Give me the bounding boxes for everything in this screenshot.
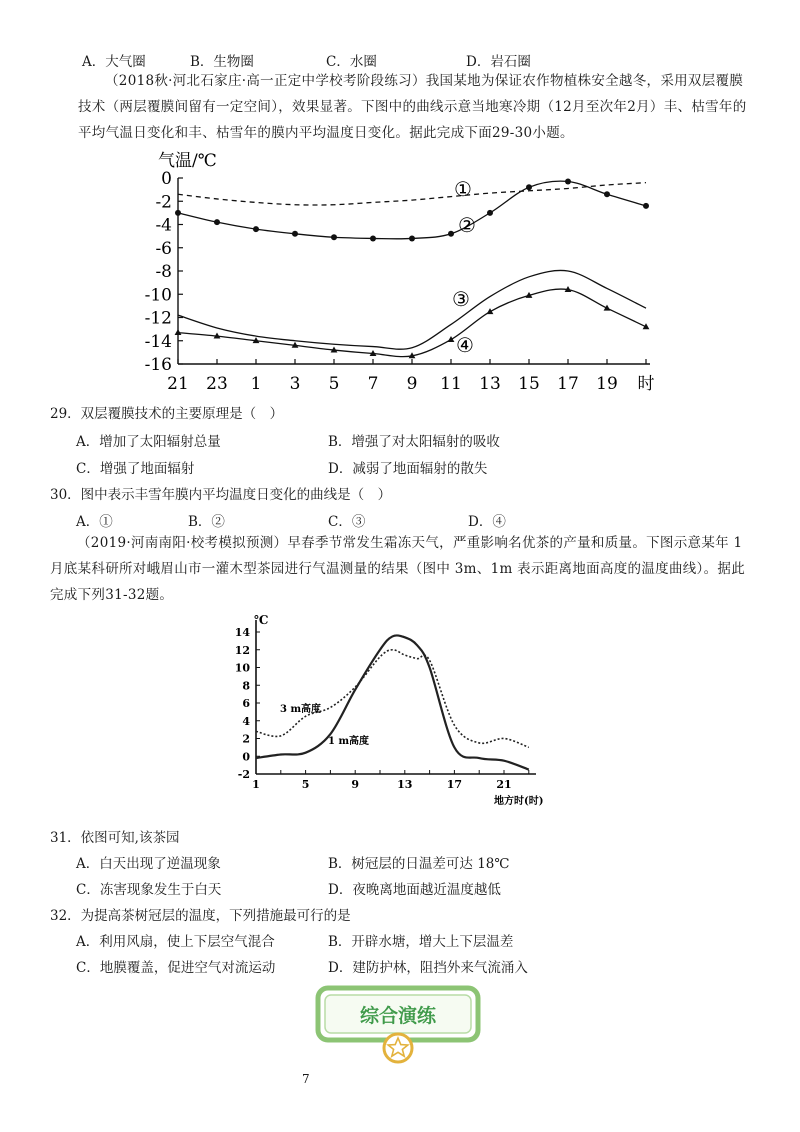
- q30-stem: 30．图中表示丰雪年膜内平均温度日变化的曲线是（ ）: [50, 487, 392, 503]
- chart1-point-2: [448, 231, 454, 237]
- curve-label-1: ①: [454, 177, 472, 201]
- chart2-ytick-label: 6: [242, 697, 250, 710]
- q31-option-c: C．冻害现象发生于白天: [76, 882, 222, 898]
- chart2-ytick-label: 4: [242, 714, 250, 728]
- chart-tea-garden-temperature: [228, 612, 558, 812]
- q32-option-d: D．建防护林，阻挡外来气流涌入: [328, 960, 528, 976]
- chart1-point-2: [370, 235, 376, 241]
- chart1-series-line-2: [178, 181, 646, 239]
- label-3m-height: 3 m高度: [280, 704, 322, 715]
- curve-label-3: ③: [452, 287, 470, 311]
- chart-temperature-film: [144, 148, 670, 394]
- chart1-xtick-label: 17: [557, 374, 579, 394]
- label-1m-height: 1 m高度: [328, 736, 370, 747]
- chart1-point-4: [175, 329, 182, 335]
- chart1-ytick-label: -14: [144, 331, 172, 352]
- q30-option-a: A．①: [76, 514, 113, 530]
- chart2-series-3m: [256, 650, 529, 748]
- chart1-ytick-label: -10: [144, 285, 172, 306]
- q29-option-b: B．增强了对太阳辐射的吸收: [328, 434, 500, 450]
- chart1-xtick-label: 3: [289, 374, 301, 394]
- chart1-xtick-label: 19: [596, 374, 618, 394]
- chart1-xtick-label: 时: [637, 374, 655, 394]
- chart2-xtick-label: 9: [351, 778, 360, 791]
- q32-option-b: B．开辟水塘，增大上下层温差: [328, 934, 514, 950]
- chart2-ytick-label: 14: [234, 626, 250, 639]
- chart2-ytick-label: 2: [242, 732, 250, 746]
- intro-paragraph-31-32: （2019·河南南阳·校考模拟预测）早春季节常发生霜冻天气，严重影响名优茶的产量和质量。下图示意某年 1月底某科研所对峨眉山市一灌木型茶园进行气温测量的结果（图中 3m、1m 表示距离地面高度的温度曲线）。据此完成下列31-32题。: [50, 535, 746, 603]
- chart1-xtick-label: 7: [367, 374, 379, 394]
- section-badge: [314, 984, 486, 1066]
- q29-option-d: D．减弱了地面辐射的散失: [328, 461, 488, 477]
- chart1-point-2: [409, 235, 415, 241]
- chart1-ytick-label: -8: [155, 262, 172, 282]
- chart1-point-2: [292, 231, 298, 237]
- q28-option-b: B．生物圈: [190, 54, 254, 70]
- chart2-xlabel: 地方时(时): [494, 796, 544, 807]
- chart1-ytick-label: 0: [161, 169, 172, 189]
- chart1-ytick-label: -2: [155, 192, 172, 213]
- chart2-ytick-label: 0: [242, 750, 250, 764]
- chart1-xtick-label: 5: [328, 374, 340, 394]
- chart1-ytick-label: -4: [155, 215, 172, 236]
- intro-paragraph-29-30: （2018秋·河北石家庄·高一正定中学校考阶段练习）我国某地为保证农作物植株安全越冬，采用双层覆膜技术（两层覆膜间留有一定空间），效果显著。下图中的曲线示意当地寒冷期（12月至次年2月）丰、枯雪年的平均气温日变化和丰、枯雪年的膜内平均温度日变化。据此完成下面29-30小题。: [78, 73, 747, 141]
- q28-option-a: A．大气圈: [82, 54, 146, 70]
- chart1-point-2: [253, 226, 259, 232]
- chart2-xtick-label: 5: [301, 778, 310, 791]
- chart2-ytick-label: 12: [234, 643, 250, 657]
- chart2-xtick-label: 1: [252, 778, 260, 791]
- chart2-series-1m: [256, 635, 529, 769]
- chart1-xtick-label: 23: [206, 374, 228, 394]
- chart1-series-line-4: [178, 289, 646, 357]
- q32-option-c: C．地膜覆盖，促进空气对流运动: [76, 960, 276, 976]
- chart1-series-line-1: [178, 183, 646, 205]
- chart1-xtick-label: 9: [406, 374, 418, 394]
- q29-option-a: A．增加了太阳辐射总量: [76, 434, 221, 450]
- chart1-xtick-label: 11: [440, 374, 462, 394]
- chart1-point-2: [214, 219, 220, 225]
- curve-label-2: ②: [458, 213, 476, 237]
- chart1-ytick-label: -12: [144, 308, 172, 329]
- chart1-point-2: [487, 210, 493, 216]
- chart1-xtick-label: 13: [479, 374, 501, 394]
- q29-option-c: C．增强了地面辐射: [76, 461, 195, 477]
- chart1-point-4: [448, 336, 455, 342]
- chart1-point-2: [604, 191, 610, 197]
- chart2-ytick-label: -2: [237, 768, 250, 781]
- chart1-point-2: [565, 178, 571, 184]
- page-number: 7: [302, 1072, 310, 1086]
- chart1-point-2: [175, 210, 181, 216]
- chart2-ytick-label: 8: [242, 679, 250, 693]
- q30-option-b: B．②: [188, 514, 225, 530]
- q29-stem: 29．双层覆膜技术的主要原理是（ ）: [50, 406, 284, 422]
- chart1-ylabel: 气温/℃: [158, 151, 217, 171]
- chart2-ytick-label: 10: [234, 661, 250, 675]
- curve-label-4: ④: [456, 333, 474, 357]
- q31-option-d: D．夜晚离地面越近温度越低: [328, 882, 501, 898]
- q30-option-c: C．③: [328, 514, 366, 530]
- chart1-point-2: [643, 203, 649, 209]
- q28-option-c: C．水圈: [326, 54, 377, 70]
- chart1-point-2: [526, 184, 532, 190]
- q31-option-a: A．白天出现了逆温现象: [76, 856, 221, 872]
- chart1-series-line-3: [178, 270, 646, 349]
- badge-text: 综合演练: [359, 1005, 437, 1027]
- chart1-point-2: [331, 234, 337, 240]
- q32-option-a: A．利用风扇，使上下层空气混合: [76, 934, 275, 950]
- chart2-unit: ℃: [254, 613, 269, 627]
- chart1-xtick-label: 15: [518, 374, 540, 394]
- q32-stem: 32．为提高茶树冠层的温度，下列措施最可行的是: [50, 908, 351, 924]
- chart2-xtick-label: 13: [397, 778, 413, 791]
- chart2-xtick-label: 21: [496, 778, 512, 791]
- q31-option-b: B．树冠层的日温差可达 18℃: [328, 856, 510, 872]
- chart1-ytick-label: -6: [155, 238, 172, 259]
- q31-stem: 31．依图可知,该茶园: [50, 830, 180, 846]
- chart2-xtick-label: 17: [446, 778, 463, 791]
- chart1-ytick-label: -16: [144, 355, 172, 375]
- chart1-xtick-label: 21: [167, 374, 189, 394]
- chart1-xtick-label: 1: [250, 374, 262, 394]
- q30-option-d: D．④: [468, 514, 506, 530]
- q28-option-d: D．岩石圈: [466, 54, 531, 70]
